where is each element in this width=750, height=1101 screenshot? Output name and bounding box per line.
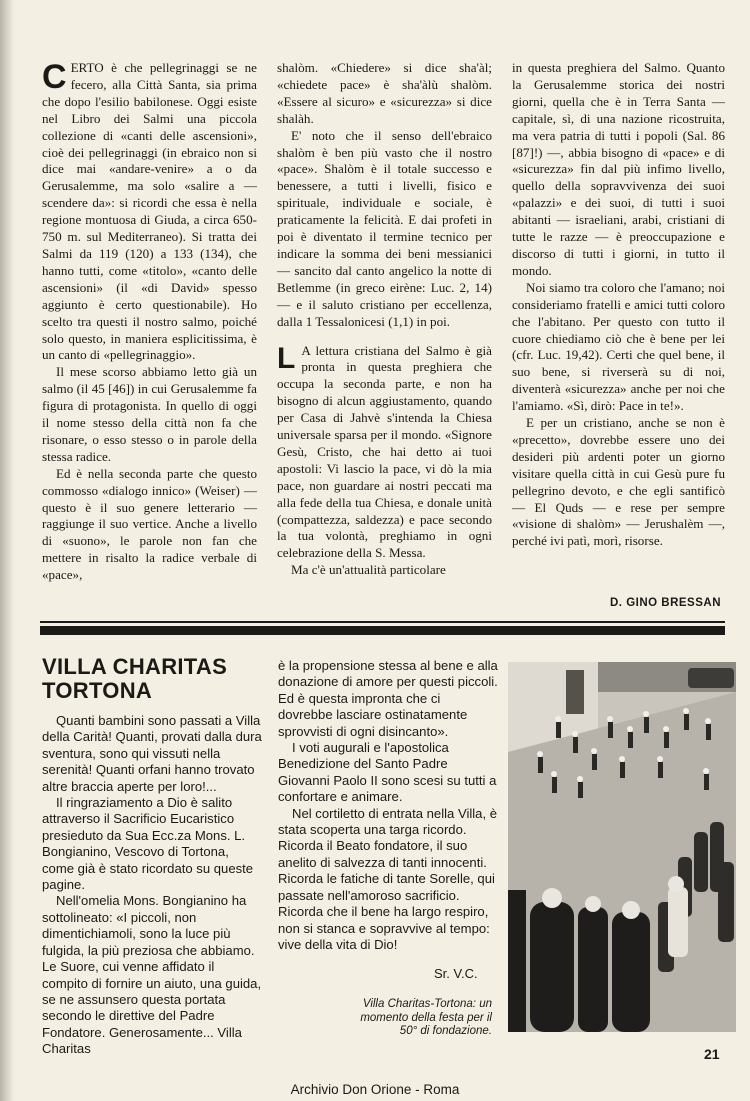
article-title: VILLA CHARITAS TORTONA [42, 654, 228, 703]
article1-column-1 [42, 60, 257, 584]
section-divider-bar [40, 626, 725, 635]
article2-column-2 [278, 658, 498, 953]
article1-paragraph: CERTO è che pellegrinaggi se ne fecero, alla Città Santa, sia prima che dopo l'esilio babilonese. Oggi esiste nel Libro dei Salmi una piccola collezione di «canti delle ascensioni», cioè dei pellegrinaggi (in ebraico non si dice mai «andare-venire» a o da Gerusalemme, ma solo «salire a — scendere da»: si ricordi che essa è nella regione montuosa di Giuda, a circa 650-750 m. sul Mediterraneo). Si tratta dei Salmi da 119 (120) a 133 (134), che hanno tutti, come «titolo», «canto delle ascensioni» (il «di David» spesso aggiunto è certo questionabile). Ho scelto tra questi il nostro salmo, poiché solo questo, in maniera esplicitissima, è un canto di «pellegrinaggio». [42, 58, 257, 363]
article2-paragraph: è la propensione stessa al bene e alla donazione di amore per questi piccoli. Ed è questa impronta che ci dovrebbe lasciare ostinatamente sprovvisti di ogni disincanto». [278, 658, 498, 739]
article1-column-2 [277, 60, 492, 579]
section-divider [40, 621, 725, 623]
article1-paragraph: E' noto che il senso dell'ebraico shalòm è ben più vasto che il nostro «pace». Shalòm è il totale successo e benessere, a tutti i livelli, fisico e spirituale, individuale e sociale, è praticamente la felicità. E dai profeti in poi è diventato il termine tecnico per indicare la somma dei beni messianici — sancito dal canto angelico la notte di Betlemme (in greco eirène: Luc. 2, 14) — e il saluto cristiano per eccellenza, dalla 1 Tessalonicesi (1,1) in poi. [277, 127, 492, 329]
page-edge-shadow [0, 0, 14, 1101]
archive-footer: Archivio Don Orione - Roma [290, 1082, 460, 1097]
article2-paragraph: Quanti bambini sono passati a Villa della Carità! Quanti, provati dalla dura sventura, sono qui vissuti nella serenità! Quanti orfani hanno trovato altre braccia aperte per loro!... [42, 713, 262, 794]
article1-paragraph: L A lettura cristiana del Salmo è già pronta in questa preghiera che occupa la seconda parte, e non ha bisogno di alcun aggiustamento, quando per Casa di Jahvè s'intenda la Chiesa universale sparsa per il mondo. «Signore Gesù, Cristo, che hai detto ai tuoi apostoli: Vi lascio la pace, vi dò la mia pace, non guardare ai nostri peccati ma alla fede della tua Chiesa, e donale unità (compattezza, saldezza) e pace secondo la tua volontà, preghiamo in ogni celebrazione della S. Messa. [277, 341, 492, 561]
drop-cap: C [42, 58, 67, 96]
festival-photo [508, 662, 736, 1032]
article1-paragraph: shalòm. «Chiedere» si dice sha'àl; «chiedete pace» è sha'àlù shalòm. «Essere al sicuro» e «sicurezza» si dice shalàh. [277, 60, 492, 126]
article1-paragraph: Ma c'è un'attualità particolare [291, 562, 446, 578]
article1-paragraph: E per un cristiano, anche se non è «precetto», dovrebbe essere uno dei desideri più ardenti poter un giorno visitare quella città in cui Gesù pure fu pellegrino devoto, e che egli santificò — El Quds — e rese per sempre «visione di shalòm» — Jerushalèm —, perché ivi patì, morì, risorse. [512, 415, 725, 549]
article2-column-1 [42, 713, 262, 1058]
drop-cap: L [277, 341, 296, 375]
photo-caption: Villa Charitas-Tortona: un momento della festa per il 50° di fondazione. [360, 998, 492, 1037]
page-number: 21 [704, 1046, 720, 1062]
article1-paragraph: Ed è nella seconda parte che questo commosso «dialogo innico» (Weiser) — questo è il suo genere letterario — raggiunge il suo vertice. Anche a livello di «suono», le parole non fan che mettere in risalto la radice verbale di «pace», [42, 465, 257, 583]
article1-paragraph: Noi siamo tra coloro che l'amano; noi consideriamo fratelli e amici tutti coloro che l'abitano. Per questo con tutto il cuore chiediamo ciò che è bene per lei (cfr. Luc. 19,42). Certi che quel bene, il suo bene, si riverserà su di noi, diventerà «sicurezza» anche per noi che l'amiamo. «Sì, dirò: Pace in te!». [512, 279, 725, 414]
article1-paragraph: Il mese scorso abbiamo letto già un salmo (il 45 [46]) in cui Gerusalemme fa figura di protagonista. In quello di oggi il nome stesso della città non fa che risonare, o esso stesso o in parole della stessa radice. [42, 364, 257, 464]
article2-signature: Sr. V.C. [434, 966, 478, 981]
article1-column-3 [512, 60, 725, 550]
article2-paragraph: Il ringraziamento a Dio è salito attraverso il Sacrificio Eucaristico presieduto da Sua Ecc.za Mons. L. Bongianino, Vescovo di Tortona, come già è stato ricordato su queste pagine. [42, 795, 254, 893]
article2-paragraph: Nel cortiletto di entrata nella Villa, è stata scoperta una targa ricordo. Ricorda il Beato fondatore, il suo anelito di salvezza di tanti innocenti. Ricorda le fatiche di tante Sorelle, qui passate nell'amoroso sacrificio. Ricorda che il bene ha largo respiro, non si stanca e sopravvive al tempo: vive della vita di Dio! [278, 805, 498, 952]
author-signature: D. GINO BRESSAN [610, 597, 722, 609]
article1-paragraph: in questa preghiera del Salmo. Quanto la Gerusalemme storica dei nostri giorni, quella che è in Terra Santa — capitale, sì, di una nazione ricostruita, ma vera patria di tutti i popoli (Sal. 86 [87]!) —, abbia bisogno di «pace» e di «sicurezza» fin dal più infimo livello, quello della sopravvivenza dei suoi «palazzi» e dei suoi, di tutti i suoi abitanti — israeliani, arabi, cristiani di tutte le razze — è preoccupazione e discorso di tutti i giorni, in tutto il mondo. [512, 60, 725, 278]
article2-paragraph: I voti augurali e l'apostolica Benedizione del Santo Padre Giovanni Paolo II sono scesi su tutti a confortare e animare. [278, 740, 497, 805]
article2-paragraph: Nell'omelia Mons. Bongianino ha sottolineato: «I piccoli, non dimentichiamoli, sono la luce più fulgida, la più preziosa che abbiamo. Le Suore, cui venne affidato il compito di fornire un aiuto, una guida, se ne assunsero questa portata secondo le direttive del Padre Fondatore. Generosamente... Villa Charitas [42, 893, 262, 1057]
